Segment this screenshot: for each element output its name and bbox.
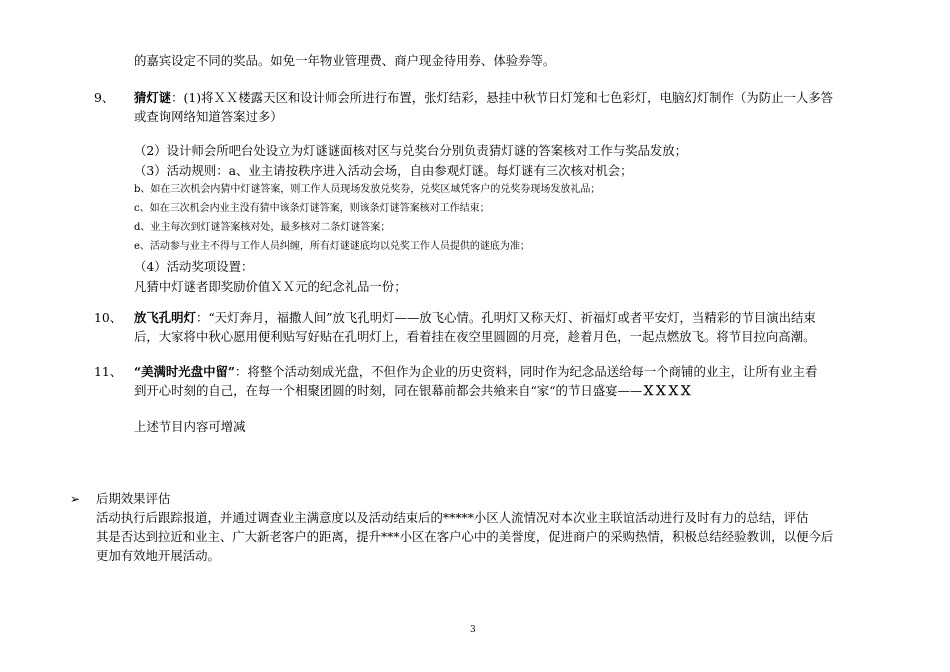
section-para-line1: 活动执行后跟踪报道，并通过调查业主满意度以及活动结束后的*****小区人流情况对本次业主联谊活动进行及时有力的总结，评估 [96,510,809,525]
section-bullet-icon: ➢ [70,492,81,506]
item-9-line2: 或查询网络知道答案过多） [134,109,283,124]
item-9-rule-d: d、业主每次到灯谜答案核对处，最多核对二条灯谜答案； [134,222,391,233]
item-9-number: 9、 [94,90,115,105]
item-10-line1-text: ：“天灯奔月，福撒人间”放飞孔明灯——放飞心情。孔明灯又称天灯、祈福灯或者平安灯，当精彩的节目演出结束 [195,310,816,325]
note-line: 上述节目内容可增减 [134,419,246,434]
item-10-line2: 后，大家将中秋心愿用便利贴写好贴在孔明灯上，看着挂在夜空里圆圆的月亮，趁着月色，一起点燃放飞。将节目拉向高潮。 [134,329,816,344]
item-9-title: 猜灯谜 [134,90,172,105]
item-9-rule-e: e、活动参与业主不得与工作人员纠缠，所有灯谜谜底均以兑奖工作人员提供的谜底为准； [134,241,530,252]
item-9-sub2: （2）设计师会所吧台处设立为灯谜谜面核对区与兑奖台分别负责猜灯谜的答案核对工作与奖品发放； [134,143,688,158]
item-11-title: “美满时光盘中留” [134,364,235,379]
item-9-prize: 凡猜中灯谜者即奖励价值ＸＸ元的纪念礼品一份； [134,279,407,294]
section-para-line2: 其是否达到拉近和业主、广大新老客户的距离，提升***小区在客户心中的美誉度，促进商户的采购热情，积极总结经验教训，以便今后 [96,529,834,544]
section-heading: 后期效果评估 [96,491,171,506]
item-11-xxxx: ＸＸＸＸ [642,383,692,398]
item-10-title: 放飞孔明灯 [134,310,196,325]
item-11-line2-text: 到开心时刻的自己，在每一个相聚团圆的时刻，同在银幕前都会共飨来自“家“的节日盛宴—— [134,383,643,398]
item-11-number: 11、 [94,364,123,379]
item-11-line2 [134,380,692,402]
item-10-number: 10、 [94,310,123,325]
intro-line: 的嘉宾设定不同的奖品。如免一年物业管理费、商户现金待用券、体验券等。 [134,53,556,68]
item-9-rule-c: c、如在三次机会内业主没有猜中该条灯谜答案，则该条灯谜答案核对工作结束； [134,203,490,214]
item-9-sub4: （4）活动奖项设置： [134,259,254,274]
section-para-line3: 更加有效地开展活动。 [96,548,220,563]
item-11-line1-text: ：将整个活动刻成光盘，不但作为企业的历史资料，同时作为纪念品送给每一个商铺的业主，让所有业主看 [235,364,818,379]
item-9-sub3: （3）活动规则：a、业主请按秩序进入活动会场，自由参观灯谜。每灯谜有三次核对机会； [134,163,633,178]
page-number: 3 [470,625,476,635]
item-9-rule-b: b、如在三次机会内猜中灯谜答案，则工作人员现场发放兑奖券，兑奖区域凭客户的兑奖券现场发放礼品； [134,184,601,195]
item-9-line1-text: ：(1)将ＸＸ楼露天区和设计师会所进行布置，张灯结彩，悬挂中秋节日灯笼和七色彩灯，电脑幻灯制作（为防止一人多答 [171,90,834,105]
